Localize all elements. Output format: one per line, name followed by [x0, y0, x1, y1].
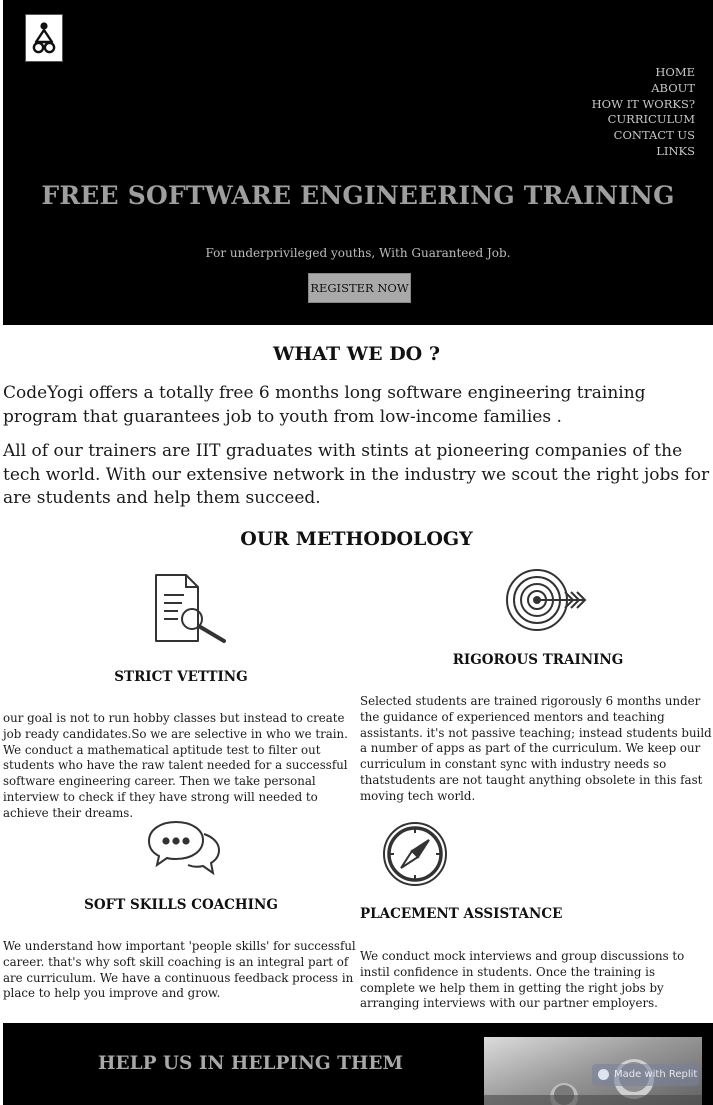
hero-section: [3, 0, 713, 325]
made-with-replit-label: Made with Replit: [614, 1069, 698, 1080]
help-title: HELP US IN HELPING THEM: [97, 1053, 403, 1074]
document-search-icon: [152, 573, 228, 649]
soft-skills-text: We understand how important 'people skills' for successful career. that's why soft skill coaching is an integral part of are curriculum. We have a continuous feedback process in place to help you improve and grow.: [3, 939, 356, 1001]
placement-assistance-title: PLACEMENT ASSISTANCE: [360, 906, 563, 922]
replit-icon: [598, 1069, 609, 1080]
what-we-do-paragraph-2: All of our trainers are IIT graduates with stints at pioneering companies of the tech world. With our extensive network in the industry we scout the right jobs for are students and help them succeed.: [3, 441, 710, 508]
hero-title: FREE SOFTWARE ENGINEERING TRAINING: [41, 181, 675, 210]
compass-icon: [381, 820, 449, 892]
codeyogi-logo-icon[interactable]: [25, 14, 63, 62]
main-nav: [592, 65, 695, 160]
rigorous-training-text: Selected students are trained rigorously 6 months under the guidance of experienced mentors and teaching assistants. it's not passive teaching; instead students build a number of apps as part of the curriculum. We keep our curriculum in constant sync with industry needs so thatstudents are not taught anything obsolete in this fast moving tech world.: [360, 694, 712, 803]
nav-curriculum[interactable]: CURRICULUM: [607, 112, 695, 127]
chat-bubbles-icon: [146, 818, 222, 882]
rigorous-training-title: RIGOROUS TRAINING: [452, 652, 624, 668]
what-we-do-title: WHAT WE DO ?: [273, 343, 440, 365]
made-with-replit-badge[interactable]: [592, 1064, 699, 1086]
what-we-do-paragraph-1: CodeYogi offers a totally free 6 months long software engineering training program that guarantees job to youth from low-income families .: [3, 383, 646, 427]
placement-assistance-text: We conduct mock interviews and group discussions to instil confidence in students. Once the training is complete we help them in getting the right jobs by arranging interviews with our partner employers.: [360, 949, 685, 1011]
nav-links[interactable]: LINKS: [656, 143, 695, 158]
hero-subtitle: For underprivileged youths, With Guaranteed Job.: [205, 246, 511, 260]
methodology-title: OUR METHODOLOGY: [240, 528, 473, 550]
register-now-button[interactable]: REGISTER NOW: [308, 273, 411, 303]
nav-about[interactable]: ABOUT: [651, 80, 695, 95]
target-arrow-icon: [505, 568, 589, 636]
strict-vetting-text: our goal is not to run hobby classes but instead to create job ready candidates.So we are selective in who we train. We conduct a mathematical aptitude test to filter out students who have the raw talent needed for a successful software engineering career. Then we take personal interview to check if they have strong will needed to achieve their dreams.: [3, 711, 348, 820]
nav-how-it-works[interactable]: HOW IT WORKS?: [591, 96, 695, 111]
strict-vetting-title: STRICT VETTING: [114, 669, 248, 685]
soft-skills-title: SOFT SKILLS COACHING: [84, 897, 278, 913]
nav-home[interactable]: HOME: [655, 65, 695, 79]
nav-contact-us[interactable]: CONTACT US: [613, 128, 695, 143]
